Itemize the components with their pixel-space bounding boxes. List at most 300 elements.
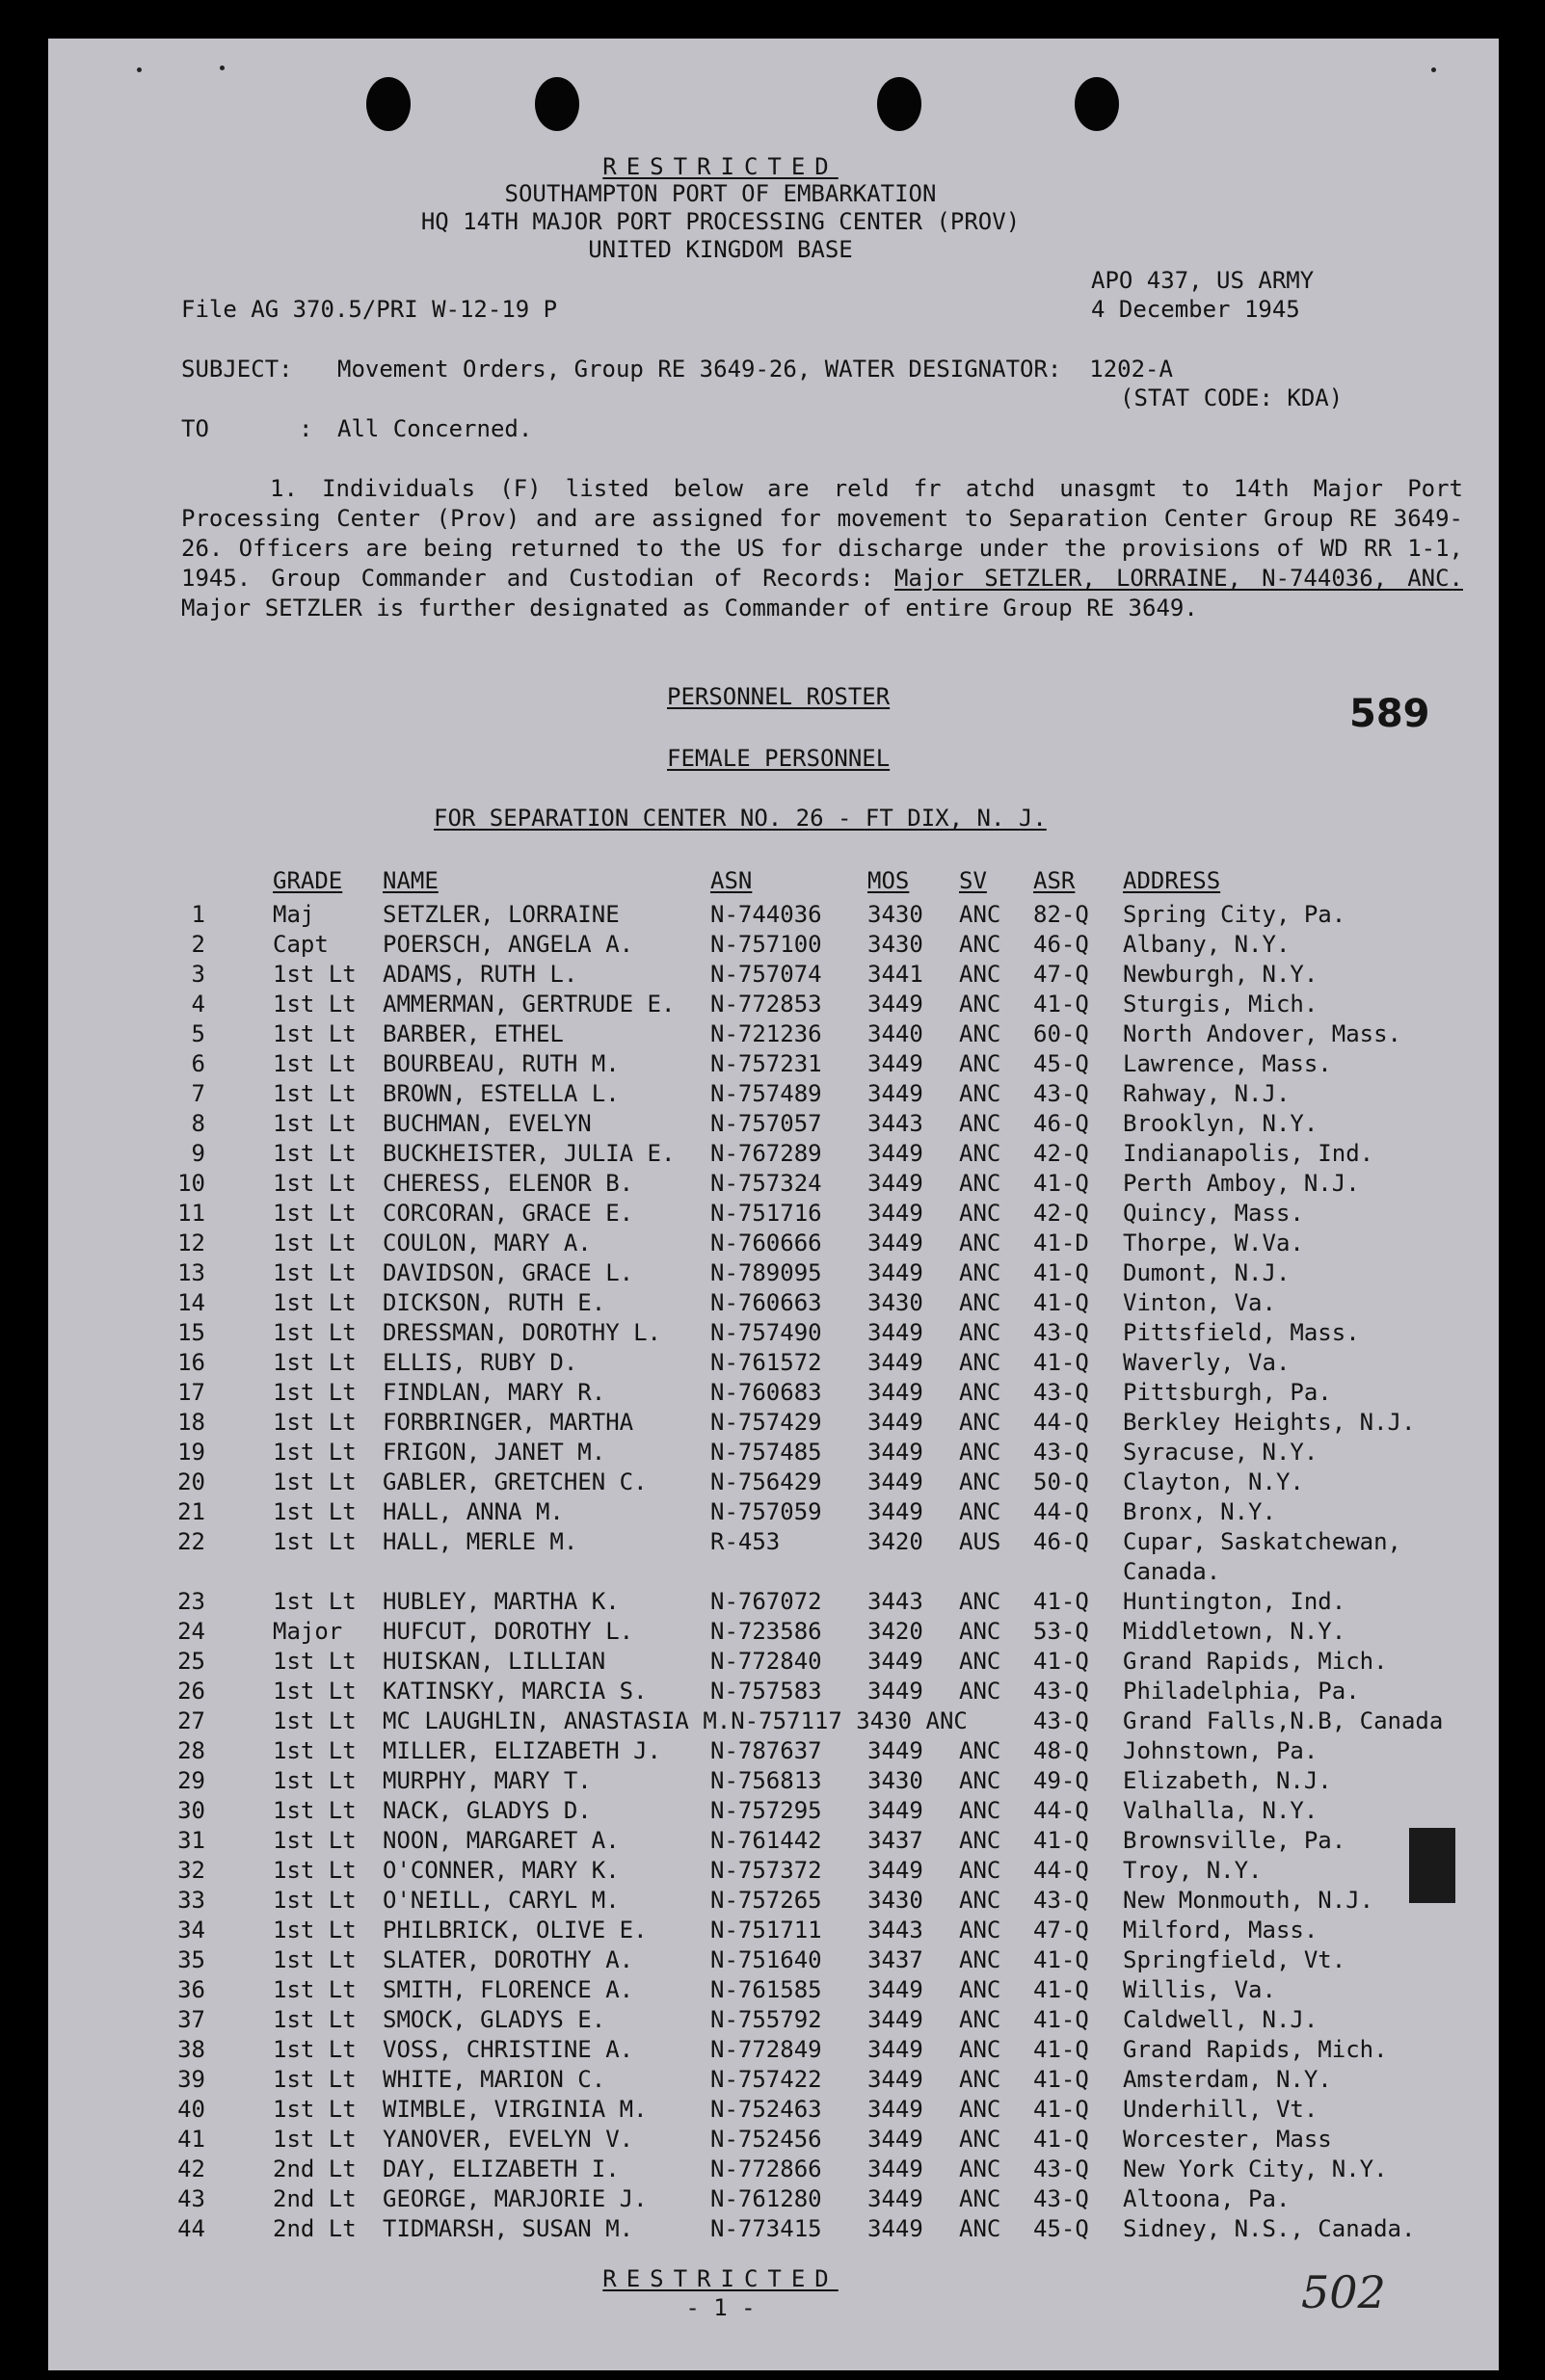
cell-address: Middletown, N.Y. bbox=[1123, 1618, 1346, 1645]
cell-asn: N-752463 bbox=[710, 2096, 822, 2123]
cell-mos: 3449 bbox=[867, 1170, 923, 1197]
cell-name: VOSS, CHRISTINE A. bbox=[383, 2036, 634, 2063]
cell-name: CHERESS, ELENOR B. bbox=[383, 1170, 634, 1197]
table-row bbox=[169, 1378, 1499, 1408]
cell-grade: 1st Lt bbox=[273, 1887, 357, 1914]
cell-name: CORCORAN, GRACE E. bbox=[383, 1200, 634, 1227]
cell-asn: N-767072 bbox=[710, 1588, 822, 1615]
cell-asn: N-751640 bbox=[710, 1946, 822, 1973]
cell-name: HUISKAN, LILLIAN bbox=[383, 1648, 606, 1675]
cell-mos: 3440 bbox=[867, 1020, 923, 1047]
cell-asr: 44-Q bbox=[1033, 1797, 1089, 1824]
cell-address: Spring City, Pa. bbox=[1123, 901, 1346, 928]
cell-grade: 1st Lt bbox=[273, 1648, 357, 1675]
cell-asn: N-760663 bbox=[710, 1289, 822, 1316]
cell-no: 12 bbox=[177, 1230, 205, 1256]
cell-asr: 50-Q bbox=[1033, 1468, 1089, 1495]
cell-grade: 1st Lt bbox=[273, 1289, 357, 1316]
cell-no: 11 bbox=[177, 1200, 205, 1227]
cell-asn: N-772849 bbox=[710, 2036, 822, 2063]
cell-asr: 44-Q bbox=[1033, 1409, 1089, 1436]
cell-name: TIDMARSH, SUSAN M. bbox=[383, 2215, 634, 2242]
cell-sv: ANC bbox=[959, 1409, 1001, 1436]
cell-mos: 3449 bbox=[867, 1648, 923, 1675]
speck bbox=[137, 67, 142, 72]
cell-sv: ANC bbox=[959, 931, 1001, 958]
table-row bbox=[169, 1736, 1499, 1766]
cell-asr: 41-Q bbox=[1033, 991, 1089, 1018]
cell-sv: ANC bbox=[959, 1230, 1001, 1256]
cell-asn: N-751711 bbox=[710, 1917, 822, 1944]
punch-hole bbox=[366, 77, 411, 131]
cell-mos: 3449 bbox=[867, 1050, 923, 1077]
cell-grade: 1st Lt bbox=[273, 2126, 357, 2153]
cell-mos: 3420 bbox=[867, 1528, 923, 1555]
cell-address: Amsterdam, N.Y. bbox=[1123, 2066, 1332, 2093]
cell-asn: N-757324 bbox=[710, 1170, 822, 1197]
cell-no: 10 bbox=[177, 1170, 205, 1197]
page-number: - 1 - bbox=[685, 2294, 756, 2321]
cell-grade: 1st Lt bbox=[273, 1349, 357, 1376]
table-row bbox=[169, 2035, 1499, 2065]
cell-sv: ANC bbox=[959, 1946, 1001, 1973]
cell-mos: 3449 bbox=[867, 1379, 923, 1406]
to-colon: : bbox=[299, 415, 313, 442]
cell-mos: 3437 bbox=[867, 1946, 923, 1973]
cell-no: 8 bbox=[191, 1110, 205, 1137]
cell-name: SMOCK, GLADYS E. bbox=[383, 2006, 606, 2033]
cell-asn: N-757265 bbox=[710, 1887, 822, 1914]
cell-grade: 2nd Lt bbox=[273, 2215, 357, 2242]
cell-asr: 41-Q bbox=[1033, 1976, 1089, 2003]
cell-mos: 3430 bbox=[867, 1887, 923, 1914]
table-row bbox=[169, 1438, 1499, 1468]
cell-grade: 1st Lt bbox=[273, 2036, 357, 2063]
column-header-mos: MOS bbox=[867, 867, 910, 894]
cell-name: MC LAUGHLIN, ANASTASIA M.N-757117 3430 ANC bbox=[383, 1707, 968, 1734]
cell-sv: ANC bbox=[959, 1737, 1001, 1764]
cell-asr: 41-Q bbox=[1033, 2036, 1089, 2063]
cell-asr: 42-Q bbox=[1033, 1140, 1089, 1167]
cell-asn: N-760683 bbox=[710, 1379, 822, 1406]
orders-paragraph bbox=[181, 474, 1463, 623]
cell-name: POERSCH, ANGELA A. bbox=[383, 931, 634, 958]
cell-asn: N-757422 bbox=[710, 2066, 822, 2093]
cell-sv: ANC bbox=[959, 1797, 1001, 1824]
cell-address: New Monmouth, N.J. bbox=[1123, 1887, 1374, 1914]
cell-name: DAY, ELIZABETH I. bbox=[383, 2155, 620, 2182]
table-row bbox=[169, 1139, 1499, 1169]
cell-asr: 45-Q bbox=[1033, 1050, 1089, 1077]
cell-grade: 1st Lt bbox=[273, 2066, 357, 2093]
cell-sv: ANC bbox=[959, 2155, 1001, 2182]
cell-mos: 3449 bbox=[867, 1976, 923, 2003]
cell-no: 9 bbox=[191, 1140, 205, 1167]
cell-grade: 1st Lt bbox=[273, 1319, 357, 1346]
cell-sv: ANC bbox=[959, 1917, 1001, 1944]
cell-mos: 3449 bbox=[867, 1319, 923, 1346]
cell-address: Dumont, N.J. bbox=[1123, 1259, 1291, 1286]
cell-grade: 1st Lt bbox=[273, 1110, 357, 1137]
cell-address: Clayton, N.Y. bbox=[1123, 1468, 1304, 1495]
column-header-asn: ASN bbox=[710, 867, 753, 894]
cell-asn: R-453 bbox=[710, 1528, 781, 1555]
cell-name: WHITE, MARION C. bbox=[383, 2066, 606, 2093]
cell-asr: 43-Q bbox=[1033, 1439, 1089, 1466]
cell-no: 35 bbox=[177, 1946, 205, 1973]
cell-mos: 3449 bbox=[867, 2126, 923, 2153]
cell-name: YANOVER, EVELYN V. bbox=[383, 2126, 634, 2153]
table-row bbox=[169, 2005, 1499, 2035]
cell-address: Indianapolis, Ind. bbox=[1123, 1140, 1374, 1167]
cell-asn: N-757074 bbox=[710, 961, 822, 988]
cell-mos: 3430 bbox=[867, 1767, 923, 1794]
cell-mos: 3449 bbox=[867, 1349, 923, 1376]
cell-mos: 3443 bbox=[867, 1917, 923, 1944]
cell-address: Sidney, N.S., Canada. bbox=[1123, 2215, 1416, 2242]
cell-address: Cupar, Saskatchewan, bbox=[1123, 1528, 1401, 1555]
cell-asr: 44-Q bbox=[1033, 1498, 1089, 1525]
cell-sv: ANC bbox=[959, 1200, 1001, 1227]
table-row bbox=[169, 1408, 1499, 1438]
cell-mos: 3449 bbox=[867, 2036, 923, 2063]
cell-sv: ANC bbox=[959, 1050, 1001, 1077]
punch-hole bbox=[535, 77, 579, 131]
cell-sv: ANC bbox=[959, 1439, 1001, 1466]
cell-asr: 41-Q bbox=[1033, 1827, 1089, 1854]
cell-asn: N-755792 bbox=[710, 2006, 822, 2033]
cell-sv: ANC bbox=[959, 1110, 1001, 1137]
cell-no: 44 bbox=[177, 2215, 205, 2242]
table-row bbox=[169, 1886, 1499, 1916]
table-row bbox=[169, 1318, 1499, 1348]
cell-asr: 42-Q bbox=[1033, 1200, 1089, 1227]
cell-address: Waverly, Va. bbox=[1123, 1349, 1291, 1376]
cell-address: Lawrence, Mass. bbox=[1123, 1050, 1332, 1077]
cell-asr: 41-D bbox=[1033, 1230, 1089, 1256]
document-date: 4 December 1945 bbox=[1091, 296, 1300, 323]
cell-mos: 3449 bbox=[867, 1259, 923, 1286]
cell-name: ELLIS, RUBY D. bbox=[383, 1349, 578, 1376]
cell-mos: 3449 bbox=[867, 2185, 923, 2212]
cell-asr: 43-Q bbox=[1033, 1678, 1089, 1705]
cell-asn: N-723586 bbox=[710, 1618, 822, 1645]
cell-mos: 3449 bbox=[867, 1498, 923, 1525]
cell-address: Perth Amboy, N.J. bbox=[1123, 1170, 1360, 1197]
table-row bbox=[169, 1706, 1499, 1736]
cell-no: 39 bbox=[177, 2066, 205, 2093]
cell-address: Rahway, N.J. bbox=[1123, 1080, 1291, 1107]
cell-grade: 1st Lt bbox=[273, 1439, 357, 1466]
cell-name: BUCKHEISTER, JULIA E. bbox=[383, 1140, 676, 1167]
table-row bbox=[169, 2184, 1499, 2214]
table-row bbox=[169, 1856, 1499, 1886]
cell-asn: N-761585 bbox=[710, 1976, 822, 2003]
cell-address: North Andover, Mass. bbox=[1123, 1020, 1401, 1047]
cell-sv: ANC bbox=[959, 1678, 1001, 1705]
table-row bbox=[169, 930, 1499, 960]
cell-sv: ANC bbox=[959, 961, 1001, 988]
cell-name: DAVIDSON, GRACE L. bbox=[383, 1259, 634, 1286]
table-row bbox=[169, 1826, 1499, 1856]
cell-mos: 3449 bbox=[867, 1439, 923, 1466]
cell-mos: 3420 bbox=[867, 1618, 923, 1645]
cell-sv: ANC bbox=[959, 2006, 1001, 2033]
classification-footer: RESTRICTED bbox=[602, 2265, 839, 2292]
cell-address: Altoona, Pa. bbox=[1123, 2185, 1291, 2212]
cell-name: BROWN, ESTELLA L. bbox=[383, 1080, 620, 1107]
cell-grade: 1st Lt bbox=[273, 1767, 357, 1794]
cell-no: 18 bbox=[177, 1409, 205, 1436]
cell-address: Valhalla, N.Y. bbox=[1123, 1797, 1319, 1824]
cell-asr: 46-Q bbox=[1033, 1110, 1089, 1137]
paragraph-part-2: Major SETZLER is further designated as Commander of entire Group RE 3649. bbox=[181, 595, 1198, 621]
cell-no: 5 bbox=[191, 1020, 205, 1047]
cell-name: HALL, MERLE M. bbox=[383, 1528, 578, 1555]
cell-asr: 41-Q bbox=[1033, 2096, 1089, 2123]
cell-no: 30 bbox=[177, 1797, 205, 1824]
cell-sv: ANC bbox=[959, 1857, 1001, 1884]
cell-sv: ANC bbox=[959, 1618, 1001, 1645]
cell-no: 34 bbox=[177, 1917, 205, 1944]
cell-no: 21 bbox=[177, 1498, 205, 1525]
cell-grade: 1st Lt bbox=[273, 1797, 357, 1824]
cell-sv: ANC bbox=[959, 1827, 1001, 1854]
cell-address: Albany, N.Y. bbox=[1123, 931, 1291, 958]
cell-grade: 1st Lt bbox=[273, 1976, 357, 2003]
cell-grade: 1st Lt bbox=[273, 1917, 357, 1944]
cell-asr: 48-Q bbox=[1033, 1737, 1089, 1764]
cell-grade: 1st Lt bbox=[273, 1379, 357, 1406]
cell-no: 32 bbox=[177, 1857, 205, 1884]
cell-name: FRIGON, JANET M. bbox=[383, 1439, 606, 1466]
cell-mos: 3443 bbox=[867, 1110, 923, 1137]
cell-name: COULON, MARY A. bbox=[383, 1230, 592, 1256]
stat-code: (STAT CODE: KDA) bbox=[1120, 384, 1344, 411]
cell-address: Johnstown, Pa. bbox=[1123, 1737, 1319, 1764]
cell-no: 31 bbox=[177, 1827, 205, 1854]
cell-name: SLATER, DOROTHY A. bbox=[383, 1946, 634, 1973]
cell-asr: 43-Q bbox=[1033, 2155, 1089, 2182]
cell-asn: N-789095 bbox=[710, 1259, 822, 1286]
cell-grade: 1st Lt bbox=[273, 1259, 357, 1286]
table-row bbox=[169, 1647, 1499, 1677]
cell-name: GEORGE, MARJORIE J. bbox=[383, 2185, 648, 2212]
cell-name: DRESSMAN, DOROTHY L. bbox=[383, 1319, 661, 1346]
cell-asn: N-772853 bbox=[710, 991, 822, 1018]
cell-asr: 43-Q bbox=[1033, 2185, 1089, 2212]
cell-asr: 46-Q bbox=[1033, 1528, 1089, 1555]
cell-name: FORBRINGER, MARTHA bbox=[383, 1409, 634, 1436]
header-line-2: HQ 14TH MAJOR PORT PROCESSING CENTER (PROV) bbox=[420, 208, 1021, 235]
cell-name: WIMBLE, VIRGINIA M. bbox=[383, 2096, 648, 2123]
cell-no: 17 bbox=[177, 1379, 205, 1406]
cell-mos: 3449 bbox=[867, 1140, 923, 1167]
header-line-3: UNITED KINGDOM BASE bbox=[588, 236, 853, 263]
roster-title: PERSONNEL ROSTER bbox=[667, 683, 891, 710]
cell-grade: 1st Lt bbox=[273, 1498, 357, 1525]
table-row bbox=[169, 1229, 1499, 1258]
cell-sv: ANC bbox=[959, 2066, 1001, 2093]
table-row bbox=[169, 1199, 1499, 1229]
cell-no: 36 bbox=[177, 1976, 205, 2003]
cell-sv: ANC bbox=[959, 1080, 1001, 1107]
cell-grade: 1st Lt bbox=[273, 1946, 357, 1973]
cell-asr: 41-Q bbox=[1033, 1648, 1089, 1675]
cell-sv: ANC bbox=[959, 2126, 1001, 2153]
cell-asn: N-757231 bbox=[710, 1050, 822, 1077]
handwritten-number: 502 bbox=[1301, 2266, 1386, 2318]
table-row bbox=[169, 1916, 1499, 1945]
cell-sv: ANC bbox=[959, 1379, 1001, 1406]
cell-name: BARBER, ETHEL bbox=[383, 1020, 564, 1047]
cell-address: Springfield, Vt. bbox=[1123, 1946, 1346, 1973]
stamp-number: 589 bbox=[1349, 692, 1430, 736]
cell-sv: ANC bbox=[959, 1976, 1001, 2003]
cell-mos: 3443 bbox=[867, 1588, 923, 1615]
cell-address: Thorpe, W.Va. bbox=[1123, 1230, 1304, 1256]
cell-asr: 44-Q bbox=[1033, 1857, 1089, 1884]
cell-name: PHILBRICK, OLIVE E. bbox=[383, 1917, 648, 1944]
table-row bbox=[169, 1348, 1499, 1378]
cell-mos: 3430 bbox=[867, 1289, 923, 1316]
header-line-1: SOUTHAMPTON PORT OF EMBARKATION bbox=[504, 180, 937, 207]
cell-no: 23 bbox=[177, 1588, 205, 1615]
cell-address: New York City, N.Y. bbox=[1123, 2155, 1388, 2182]
table-row bbox=[169, 1766, 1499, 1796]
cell-asn: N-757057 bbox=[710, 1110, 822, 1137]
table-row bbox=[169, 1527, 1499, 1557]
cell-asn: N-757490 bbox=[710, 1319, 822, 1346]
table-row bbox=[169, 1617, 1499, 1647]
cell-name: ADAMS, RUTH L. bbox=[383, 961, 578, 988]
cell-name: BUCHMAN, EVELYN bbox=[383, 1110, 592, 1137]
cell-asr: 41-Q bbox=[1033, 1170, 1089, 1197]
cell-no: 3 bbox=[191, 961, 205, 988]
cell-asr: 41-Q bbox=[1033, 2006, 1089, 2033]
cell-grade: Maj bbox=[273, 901, 315, 928]
table-row bbox=[169, 2214, 1499, 2244]
cell-address: Worcester, Mass bbox=[1123, 2126, 1332, 2153]
cell-address: Troy, N.Y. bbox=[1123, 1857, 1263, 1884]
cell-asn: N-757372 bbox=[710, 1857, 822, 1884]
column-header-name: NAME bbox=[383, 867, 439, 894]
column-header-sv: SV bbox=[959, 867, 987, 894]
cell-grade: 2nd Lt bbox=[273, 2155, 357, 2182]
cell-mos: 3449 bbox=[867, 991, 923, 1018]
cell-asn: N-761280 bbox=[710, 2185, 822, 2212]
cell-no: 2 bbox=[191, 931, 205, 958]
cell-asr: 41-Q bbox=[1033, 2126, 1089, 2153]
cell-name: GABLER, GRETCHEN C. bbox=[383, 1468, 648, 1495]
cell-asr: 41-Q bbox=[1033, 1289, 1089, 1316]
cell-no: 16 bbox=[177, 1349, 205, 1376]
punch-hole bbox=[1075, 77, 1119, 131]
cell-no: 4 bbox=[191, 991, 205, 1018]
cell-grade: 2nd Lt bbox=[273, 2185, 357, 2212]
cell-asr: 53-Q bbox=[1033, 1618, 1089, 1645]
paragraph-part-1: 1. Individuals (F) listed below are reld fr atchd unasgmt to 14th Major Port Processing Center (Prov) and are assigned for movement to Separation Center Group RE 3649-26. Officers are being returned to the US for discharge under the provisions of WD RR 1-1, 1945. Group Commander and Custodian of Records: bbox=[181, 475, 1463, 592]
table-row bbox=[169, 1945, 1499, 1975]
cell-grade: 1st Lt bbox=[273, 1468, 357, 1495]
cell-asr: 43-Q bbox=[1033, 1319, 1089, 1346]
cell-no: 13 bbox=[177, 1259, 205, 1286]
cell-mos: 3449 bbox=[867, 2066, 923, 2093]
cell-mos: 3441 bbox=[867, 961, 923, 988]
female-personnel-title: FEMALE PERSONNEL bbox=[667, 745, 891, 772]
cell-mos: 3449 bbox=[867, 2215, 923, 2242]
cell-address: Grand Falls,N.B, Canada bbox=[1123, 1707, 1444, 1734]
cell-name: NOON, MARGARET A. bbox=[383, 1827, 620, 1854]
cell-grade: 1st Lt bbox=[273, 1737, 357, 1764]
cell-grade: 1st Lt bbox=[273, 1080, 357, 1107]
cell-asn: N-757429 bbox=[710, 1409, 822, 1436]
cell-address: Newburgh, N.Y. bbox=[1123, 961, 1319, 988]
cell-no: 42 bbox=[177, 2155, 205, 2182]
separation-center-title: FOR SEPARATION CENTER NO. 26 - FT DIX, N. J. bbox=[434, 805, 1047, 832]
cell-sv: ANC bbox=[959, 991, 1001, 1018]
cell-asr: 43-Q bbox=[1033, 1379, 1089, 1406]
cell-address: Pittsfield, Mass. bbox=[1123, 1319, 1360, 1346]
cell-grade: 1st Lt bbox=[273, 1827, 357, 1854]
cell-asr: 41-Q bbox=[1033, 1946, 1089, 1973]
cell-grade: 1st Lt bbox=[273, 1170, 357, 1197]
cell-grade: 1st Lt bbox=[273, 1140, 357, 1167]
cell-mos: 3430 bbox=[867, 931, 923, 958]
cell-grade: 1st Lt bbox=[273, 1707, 357, 1734]
cell-name: HALL, ANNA M. bbox=[383, 1498, 564, 1525]
cell-no: 1 bbox=[191, 901, 205, 928]
cell-no: 40 bbox=[177, 2096, 205, 2123]
cell-name: SMITH, FLORENCE A. bbox=[383, 1976, 634, 2003]
cell-name: SETZLER, LORRAINE bbox=[383, 901, 620, 928]
cell-grade: 1st Lt bbox=[273, 1857, 357, 1884]
cell-asr: 41-Q bbox=[1033, 2066, 1089, 2093]
cell-no: 19 bbox=[177, 1439, 205, 1466]
cell-asn: N-757059 bbox=[710, 1498, 822, 1525]
table-row bbox=[169, 1258, 1499, 1288]
table-row bbox=[169, 2155, 1499, 2184]
cell-name: AMMERMAN, GERTRUDE E. bbox=[383, 991, 676, 1018]
subject-text: Movement Orders, Group RE 3649-26, WATER DESIGNATOR: 1202-A bbox=[337, 356, 1173, 383]
cell-asn: N-744036 bbox=[710, 901, 822, 928]
cell-mos: 3449 bbox=[867, 2155, 923, 2182]
table-row bbox=[169, 1109, 1499, 1139]
table-row bbox=[169, 900, 1499, 930]
cell-asn: N-757489 bbox=[710, 1080, 822, 1107]
cell-address: Quincy, Mass. bbox=[1123, 1200, 1304, 1227]
cell-sv: ANC bbox=[959, 901, 1001, 928]
cell-asr: 45-Q bbox=[1033, 2215, 1089, 2242]
cell-sv: ANC bbox=[959, 1887, 1001, 1914]
cell-no: 33 bbox=[177, 1887, 205, 1914]
cell-address: Philadelphia, Pa. bbox=[1123, 1678, 1360, 1705]
cell-sv: ANC bbox=[959, 1349, 1001, 1376]
cell-sv: ANC bbox=[959, 1498, 1001, 1525]
cell-address: Milford, Mass. bbox=[1123, 1917, 1319, 1944]
cell-sv: ANC bbox=[959, 1170, 1001, 1197]
cell-no: 26 bbox=[177, 1678, 205, 1705]
cell-asn: N-767289 bbox=[710, 1140, 822, 1167]
table-row bbox=[169, 1288, 1499, 1318]
table-row bbox=[169, 2065, 1499, 2095]
cell-asn: N-757100 bbox=[710, 931, 822, 958]
cell-asr: 43-Q bbox=[1033, 1080, 1089, 1107]
cell-grade: 1st Lt bbox=[273, 991, 357, 1018]
table-row bbox=[169, 1468, 1499, 1497]
cell-asn: N-757583 bbox=[710, 1678, 822, 1705]
cell-grade: 1st Lt bbox=[273, 1678, 357, 1705]
